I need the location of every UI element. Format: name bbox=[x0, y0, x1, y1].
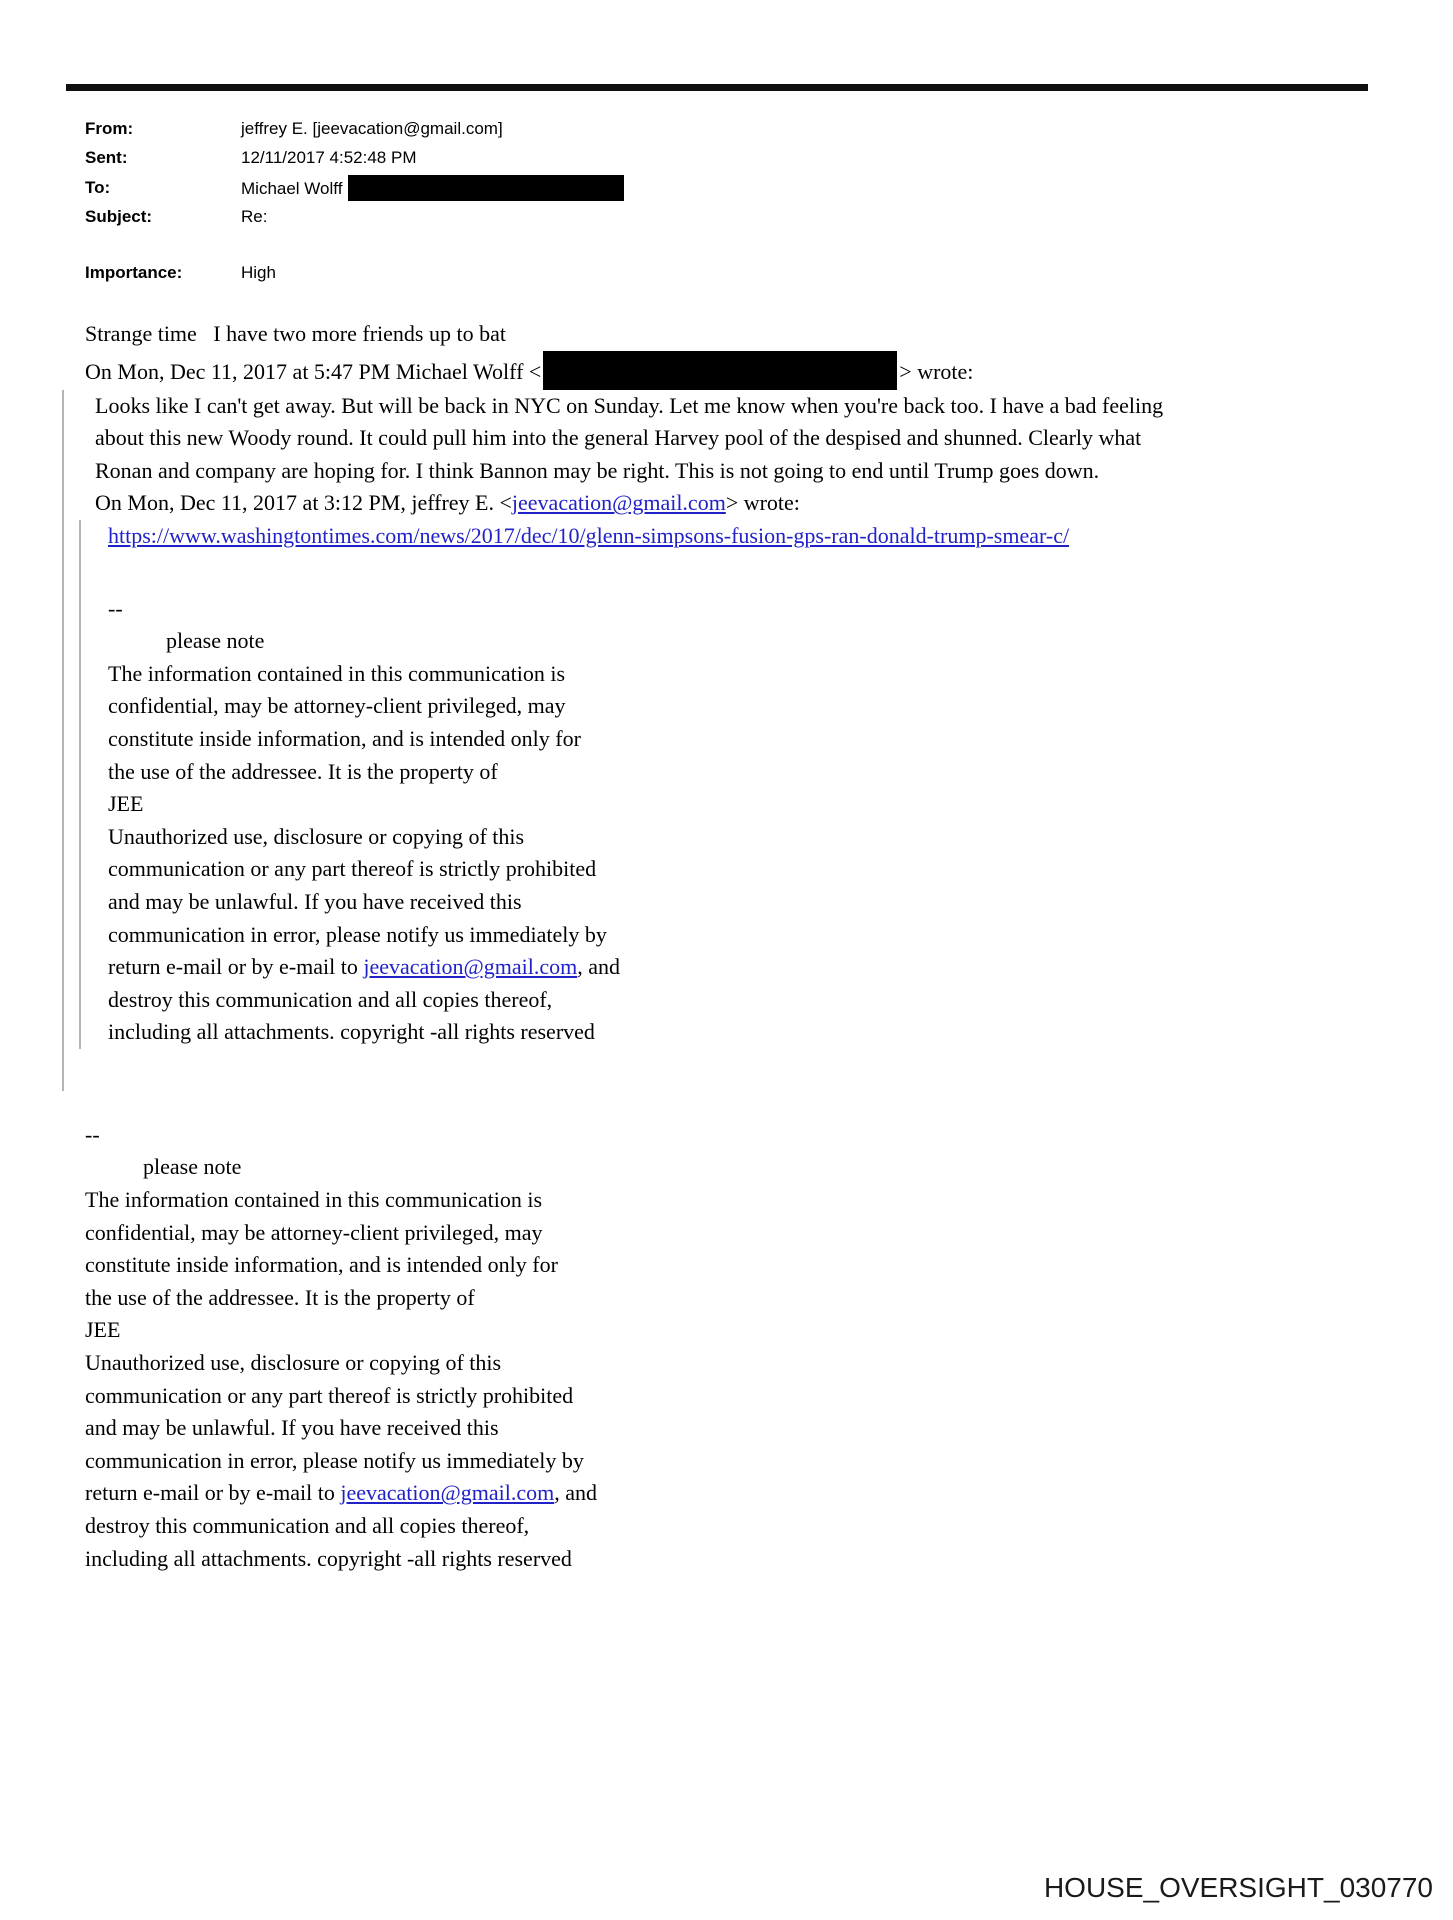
bates-number: HOUSE_OVERSIGHT_030770 bbox=[1043, 1872, 1433, 1903]
signature-email-suffix: , and bbox=[554, 1480, 598, 1506]
header-row-subject bbox=[85, 203, 624, 233]
sender-email-link[interactable]: jeevacation@gmail.com bbox=[511, 490, 726, 516]
quote1-attribution-suffix: > wrote: bbox=[899, 358, 974, 384]
header-divider-rule bbox=[66, 84, 1368, 91]
signature-line: communication in error, please notify us immediately by bbox=[108, 921, 607, 947]
quoted-message-level2 bbox=[79, 520, 1185, 1049]
signature-email-prefix: return e-mail or by e-mail to bbox=[108, 954, 364, 980]
quote2-attribution-suffix: > wrote: bbox=[725, 490, 800, 516]
to-value bbox=[241, 175, 624, 201]
subject-label: Subject: bbox=[85, 207, 153, 227]
signature-line: the use of the addressee. It is the property of bbox=[108, 758, 498, 784]
signature-line: The information contained in this communication is bbox=[108, 660, 566, 686]
quote1-trailing-space bbox=[95, 1049, 1185, 1091]
signature-line: confidential, may be attorney-client privileged, may bbox=[108, 693, 566, 719]
subject-value: Re: bbox=[241, 207, 268, 227]
signature-note: please note bbox=[143, 1154, 242, 1180]
to-value-text: Michael Wolff bbox=[241, 178, 343, 198]
signature-line: The information contained in this communication is bbox=[85, 1187, 543, 1213]
signature-line: constitute inside information, and is intended only for bbox=[108, 725, 581, 751]
signature-line: confidential, may be attorney-client privileged, may bbox=[85, 1219, 543, 1245]
article-link[interactable]: https://www.washingtontimes.com/news/2017/dec/10/glenn-simpsons-fusion-gps-ran-donald-trump-smear-c/ bbox=[108, 522, 1070, 548]
signature-email-line bbox=[108, 951, 1185, 984]
signature-line: Unauthorized use, disclosure or copying of this bbox=[108, 823, 525, 849]
from-label: From: bbox=[85, 118, 134, 138]
signature-line: and may be unlawful. If you have received this bbox=[108, 888, 522, 914]
signature-line: constitute inside information, and is intended only for bbox=[85, 1252, 558, 1278]
signature-block bbox=[85, 1119, 1185, 1575]
signature-line: destroy this communication and all copies thereof, bbox=[85, 1513, 530, 1538]
header-row-sent bbox=[85, 144, 624, 174]
header-row-importance bbox=[85, 258, 624, 288]
article-link-line bbox=[108, 520, 1185, 553]
quote2-attribution-line bbox=[95, 487, 1185, 520]
to-label: To: bbox=[85, 177, 111, 197]
signature-divider: -- bbox=[85, 1121, 100, 1147]
redaction-box bbox=[348, 175, 624, 201]
importance-value: High bbox=[241, 262, 276, 282]
signature-line: communication in error, please notify us immediately by bbox=[85, 1447, 584, 1473]
importance-label: Importance: bbox=[85, 262, 183, 282]
signature-email-suffix: , and bbox=[577, 954, 621, 980]
quoted-message-level1 bbox=[62, 390, 1185, 1091]
quote1-attribution-line bbox=[85, 351, 1185, 390]
signature-note: please note bbox=[166, 628, 265, 654]
signature-line: including all attachments. copyright -all rights reserved bbox=[85, 1545, 572, 1571]
signature-line: communication or any part thereof is strictly prohibited bbox=[108, 856, 597, 882]
sent-value: 12/11/2017 4:52:48 PM bbox=[241, 148, 417, 168]
message-intro-text: Strange time I have two more friends up to bat bbox=[85, 321, 506, 346]
signature-line: including all attachments. copyright -all rights reserved bbox=[108, 1019, 595, 1045]
signature-email-line bbox=[85, 1477, 1185, 1510]
email-header bbox=[85, 114, 624, 288]
signature-email-link[interactable]: jeevacation@gmail.com bbox=[340, 1480, 555, 1506]
redaction-box bbox=[543, 351, 897, 390]
quote1-paragraph: Looks like I can't get away. But will be back in NYC on Sunday. Let me know when you're back too. I have a bad feeling about this new Woody round. It could pull him into the general Harvey pool of the despised and shunned. Clearly what Ronan and company are hoping for. I think Bannon may be right. This is not going to end until Trump goes down. bbox=[95, 392, 1164, 483]
sent-label: Sent: bbox=[85, 148, 128, 168]
signature-line: Unauthorized use, disclosure or copying of this bbox=[85, 1350, 502, 1376]
quote2-attribution-prefix: On Mon, Dec 11, 2017 at 3:12 PM, jeffrey E. < bbox=[95, 490, 512, 516]
email-body bbox=[85, 318, 1185, 1575]
signature-divider: -- bbox=[108, 595, 123, 621]
signature-line: communication or any part thereof is strictly prohibited bbox=[85, 1382, 574, 1408]
header-row-to bbox=[85, 173, 624, 203]
signature-block-quoted bbox=[108, 593, 1185, 1049]
signature-email-link[interactable]: jeevacation@gmail.com bbox=[363, 954, 578, 980]
signature-line: JEE bbox=[108, 791, 144, 817]
signature-line: destroy this communication and all copies thereof, bbox=[108, 986, 553, 1012]
signature-line: JEE bbox=[85, 1317, 121, 1343]
header-row-from bbox=[85, 114, 624, 144]
signature-line: and may be unlawful. If you have received this bbox=[85, 1415, 499, 1441]
signature-line: the use of the addressee. It is the property of bbox=[85, 1284, 475, 1310]
signature-email-prefix: return e-mail or by e-mail to bbox=[85, 1480, 341, 1506]
quote1-attribution-prefix: On Mon, Dec 11, 2017 at 5:47 PM Michael Wolff < bbox=[85, 358, 542, 384]
from-value: jeffrey E. [jeevacation@gmail.com] bbox=[241, 118, 503, 138]
